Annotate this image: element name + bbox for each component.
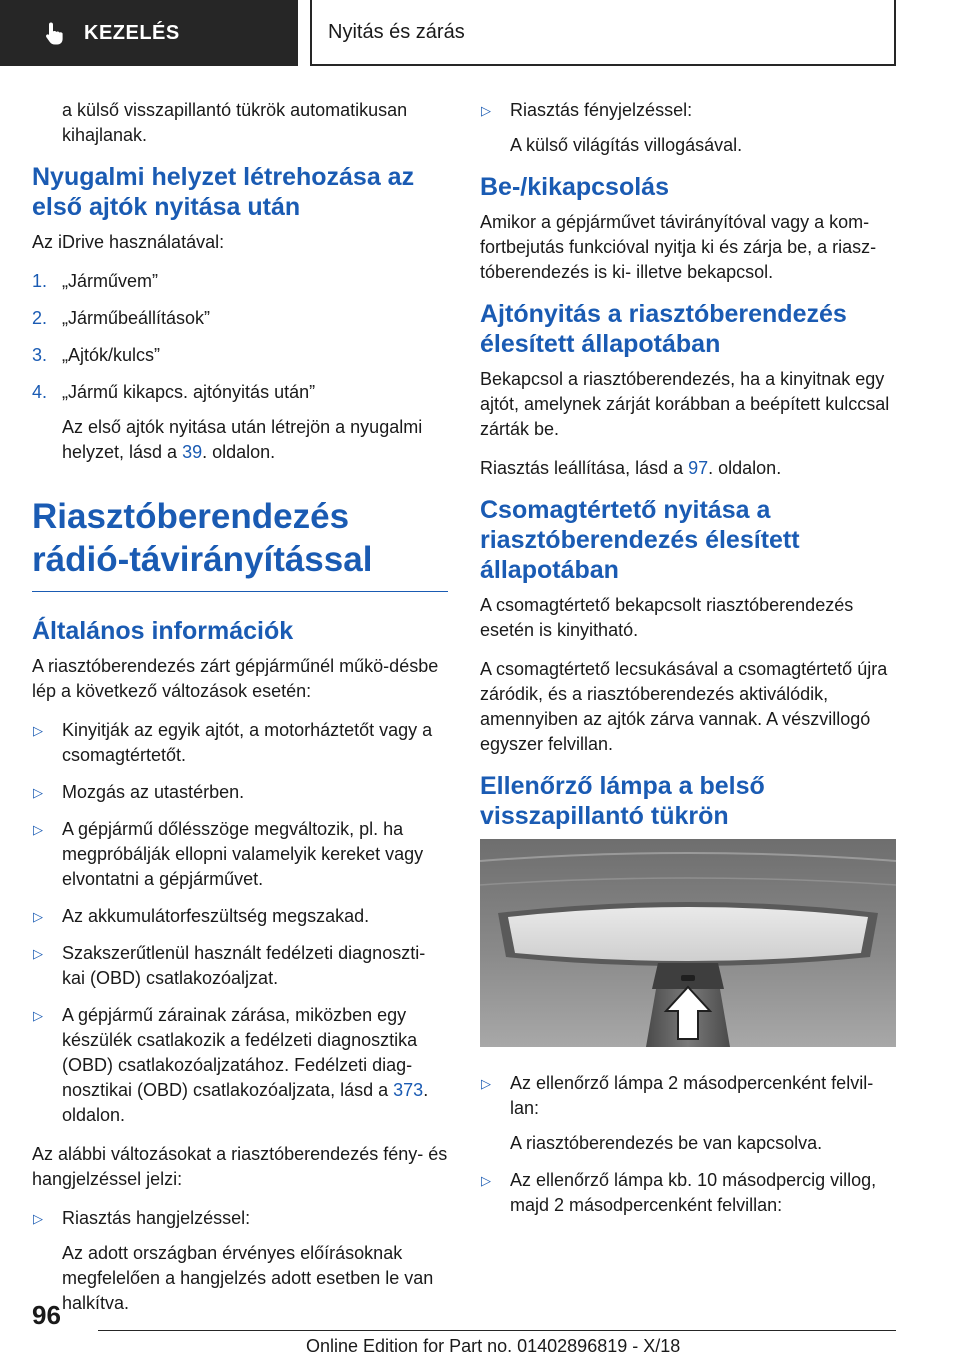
heading-trunk-opening: Csomagtértető nyitása a riasztóberendezés élesített állapotában bbox=[480, 496, 800, 584]
page-link-373[interactable]: 373 bbox=[393, 1080, 424, 1100]
triangle-bullet-icon: ▷ bbox=[33, 909, 43, 924]
page-link-39[interactable]: 39 bbox=[182, 442, 203, 462]
edition-text: Online Edition for Part no. 01402896819 - X/18 bbox=[306, 1336, 681, 1356]
text-span: . oldalon. bbox=[708, 458, 782, 478]
list-item bbox=[32, 1003, 448, 1128]
list-item bbox=[480, 98, 896, 158]
triangle-bullet-icon: ▷ bbox=[33, 1008, 43, 1023]
heading-alarm-system: Riasztóberendezés rádió-távirányítással bbox=[32, 495, 448, 592]
step-number: 4. bbox=[32, 382, 48, 402]
page-footer bbox=[0, 1300, 960, 1362]
idrive-steps bbox=[32, 269, 448, 465]
triangle-bullet-icon: ▷ bbox=[33, 946, 43, 961]
text-span: Riasztás leállítása, lásd a bbox=[480, 458, 689, 478]
hand-pointer-icon bbox=[42, 19, 70, 47]
text-span: . oldalon. bbox=[202, 442, 276, 462]
section-label: Nyitás és zárás bbox=[328, 20, 465, 43]
idrive-text: Az iDrive használatával: bbox=[32, 232, 225, 252]
list-item bbox=[32, 817, 448, 892]
bullet-text: Riasztás fényjelzéssel: bbox=[510, 100, 693, 120]
light-signal-list bbox=[480, 98, 896, 158]
heading-on-off: Be-/kikapcsolás bbox=[480, 173, 669, 201]
list-item bbox=[32, 269, 448, 294]
step-description bbox=[62, 415, 448, 465]
page-number: 96 bbox=[32, 1300, 61, 1330]
bullet-text: Szakszerűtlenül használt fedélzeti diagnoszti-kai (OBD) csatlakozóaljzat. bbox=[62, 943, 426, 988]
rearview-mirror-illustration bbox=[480, 839, 896, 1047]
lamp-list bbox=[480, 1071, 896, 1218]
heading-indicator-lamp: Ellenőrző lámpa a belső visszapillantó tükrön bbox=[480, 772, 765, 830]
triangle-bullet-icon: ▷ bbox=[33, 723, 43, 738]
bullet-description: A riasztóberendezés be van kapcsolva. bbox=[510, 1133, 823, 1153]
step-text: „Járműbeállítások” bbox=[62, 308, 211, 328]
list-item bbox=[32, 718, 448, 768]
step-text: „Járművem” bbox=[62, 271, 159, 291]
heading-door-opening: Ajtónyitás a riasztóberendezés élesített állapotában bbox=[480, 300, 847, 358]
bullet-text: Mozgás az utastérben. bbox=[62, 782, 245, 802]
door-reference bbox=[480, 456, 896, 481]
bullet-text: Az akkumulátorfeszültség megszakad. bbox=[62, 906, 370, 926]
heading-general-info: Általános információk bbox=[32, 617, 294, 645]
triangle-bullet-icon: ▷ bbox=[33, 1211, 43, 1226]
text-span: Az első ajtók nyitása után létrejön a nyugalmi helyzet, lásd a bbox=[62, 417, 423, 462]
triangle-bullet-icon: ▷ bbox=[481, 1173, 491, 1188]
signal-text: Az alábbi változásokat a riasztóberendezés fény- és hangjelzéssel jelzi: bbox=[32, 1144, 448, 1189]
bullet-text: . oldalon. bbox=[62, 1080, 429, 1125]
chapter-label: KEZELÉS bbox=[84, 21, 180, 44]
page-link-97[interactable]: 97 bbox=[688, 458, 709, 478]
right-column bbox=[480, 98, 896, 1232]
general-text: A riasztóberendezés zárt gépjárműnél műkö-désbe lép a következő változások esetén: bbox=[32, 656, 439, 701]
on-off-text: Amikor a gépjárművet távirányítóval vagy a kom-fortbejutás funkcióval nyitja ki és zárja be, a riasz-tóberendezés is ki- illetve bekapcsol. bbox=[480, 212, 877, 282]
trunk-text-1: A csomagtértető bekapcsolt riasztóberendezés esetén is kinyitható. bbox=[480, 595, 854, 640]
list-item bbox=[32, 380, 448, 465]
list-item bbox=[480, 1071, 896, 1156]
list-item bbox=[32, 904, 448, 929]
bullet-text: A gépjármű zárainak zárása, miközben egy készülék csatlakozik a fedélzeti diagnosztika (OBD) csatlakozóaljzatához. Fedélzeti diag-nosztikai (OBD) csatlakozóaljzata, lásd a bbox=[62, 1005, 418, 1100]
bullet-description: Az adott országban érvényes előírásoknak megfelelően a hangjelzés adott esetben le van halkítva. bbox=[62, 1243, 434, 1313]
bullet-text: A gépjármű dőlésszöge megváltozik, pl. ha megpróbálják ellopni valamelyik kereket vagy elvontatni a gépjárművet. bbox=[62, 819, 424, 889]
bullet-text: Az ellenőrző lámpa 2 másodpercenként felvil-lan: bbox=[510, 1073, 874, 1118]
trunk-text-2: A csomagtértető lecsukásával a csomagtértető újra záródik, és a riasztóberendezés aktiválódik, amennyiben az ajtók zárva vannak. A vészvillogó egyszer felvillan. bbox=[480, 659, 888, 754]
list-item bbox=[32, 306, 448, 331]
list-item bbox=[480, 1168, 896, 1218]
section-tab bbox=[310, 0, 896, 66]
footer-divider bbox=[98, 1330, 896, 1331]
bullet-text: Az ellenőrző lámpa kb. 10 másodpercig villog, majd 2 másodpercenként felvillan: bbox=[510, 1170, 877, 1215]
list-item bbox=[32, 343, 448, 368]
triangle-bullet-icon: ▷ bbox=[33, 785, 43, 800]
triangle-bullet-icon: ▷ bbox=[481, 103, 491, 118]
bullet-text: Riasztás hangjelzéssel: bbox=[62, 1208, 251, 1228]
list-item bbox=[32, 780, 448, 805]
trigger-list bbox=[32, 718, 448, 1128]
left-column bbox=[32, 98, 448, 1330]
step-text: „Ajtók/kulcs” bbox=[62, 345, 161, 365]
chapter-tab bbox=[0, 0, 298, 66]
list-item bbox=[32, 941, 448, 991]
heading-rest-position: Nyugalmi helyzet létrehozása az első ajtók nyitása után bbox=[32, 163, 415, 221]
step-number: 2. bbox=[32, 308, 48, 328]
door-text: Bekapcsol a riasztóberendezés, ha a kinyitnak egy ajtót, amelynek zárját korábban a beépített kulccsal zárták be. bbox=[480, 369, 890, 439]
triangle-bullet-icon: ▷ bbox=[33, 822, 43, 837]
bullet-description: A külső világítás villogásával. bbox=[510, 135, 743, 155]
intro-text: a külső visszapillantó tükrök automatikusan kihajlanak. bbox=[62, 100, 408, 145]
page-header bbox=[0, 0, 960, 66]
step-text: „Jármű kikapcs. ajtónyitás után” bbox=[62, 382, 316, 402]
step-number: 1. bbox=[32, 271, 48, 291]
step-number: 3. bbox=[32, 345, 48, 365]
triangle-bullet-icon: ▷ bbox=[481, 1076, 491, 1091]
bullet-text: Kinyitják az egyik ajtót, a motorháztetőt vagy a csomagtértetőt. bbox=[62, 720, 433, 765]
